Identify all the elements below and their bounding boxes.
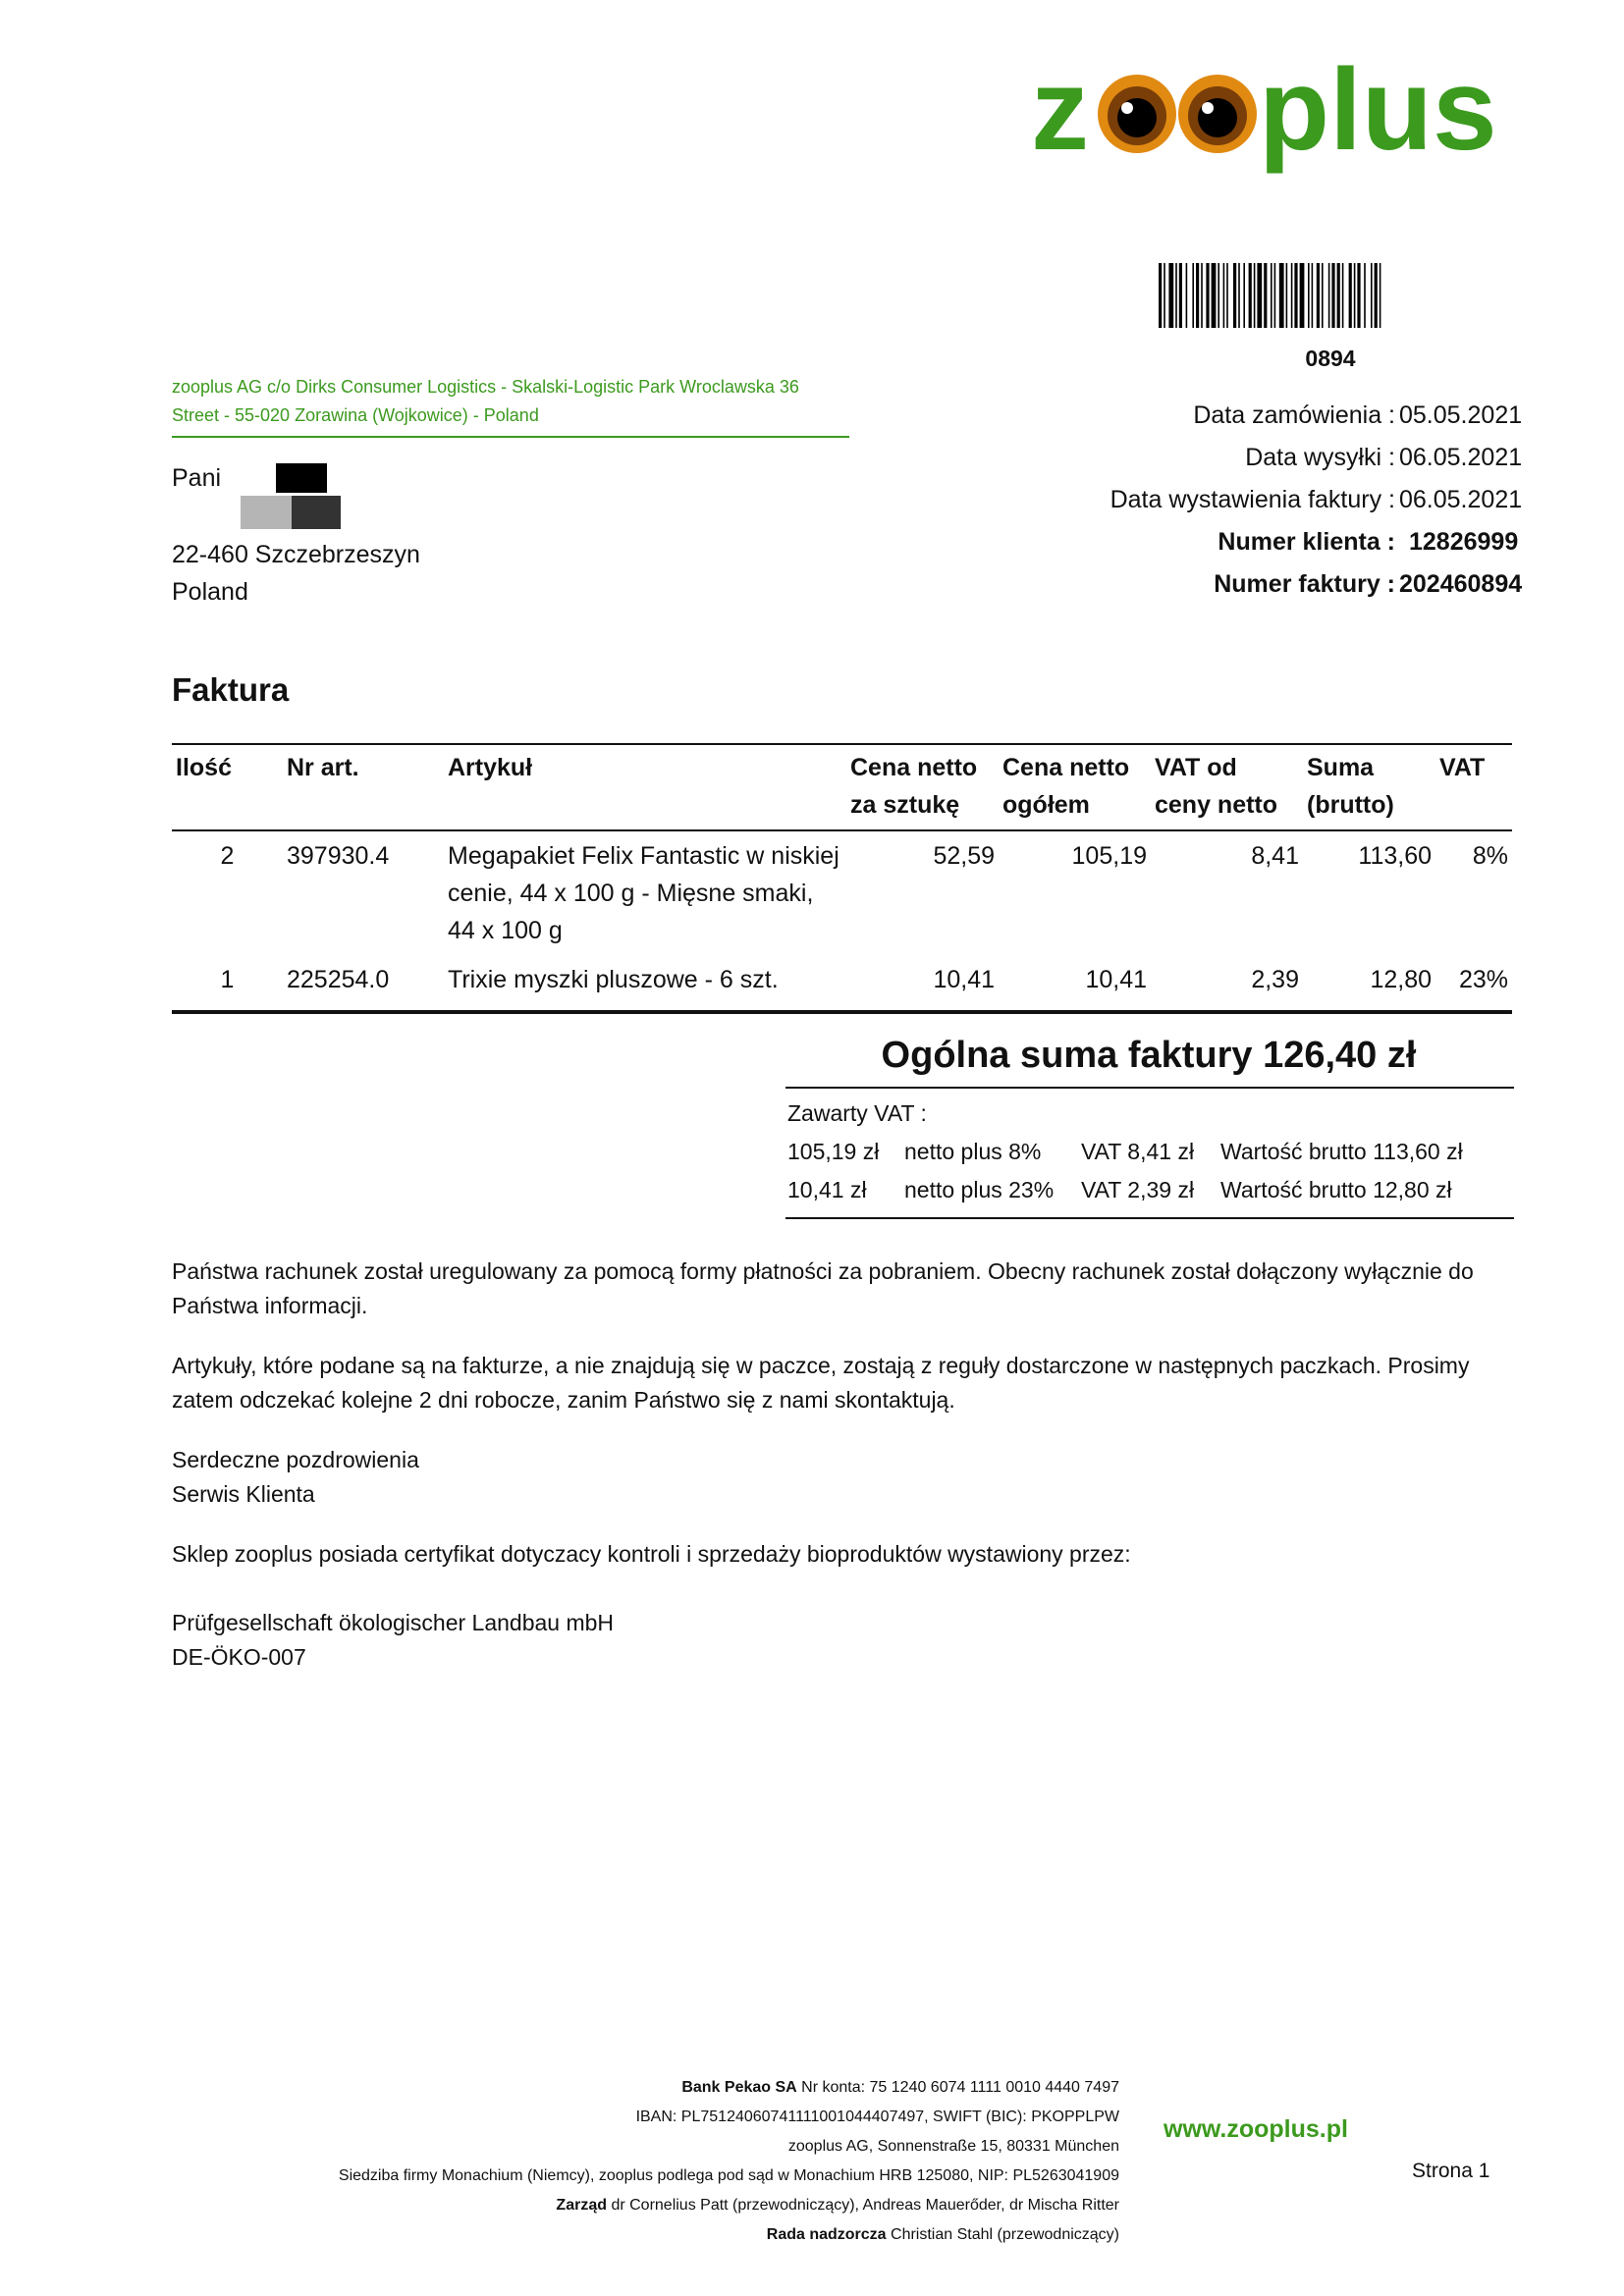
- logo-letters-plus: plus: [1259, 45, 1497, 175]
- row-art-no: 225254.0: [283, 955, 444, 1012]
- vat-gross: Wartość brutto 113,60 zł: [1220, 1139, 1463, 1164]
- certificate-note: Sklep zooplus posiada certyfikat dotyczacy kontroli i sprzedaży bioproduktów wystawiony przez:: [172, 1541, 1131, 1567]
- vat-net: 105,19 zł: [787, 1139, 880, 1164]
- col-sum: Suma (brutto): [1303, 744, 1435, 830]
- barcode-bar: [1375, 263, 1378, 328]
- order-date: 05.05.2021: [1399, 401, 1523, 429]
- greeting: Serdeczne pozdrowienia Serwis Klienta: [172, 1447, 419, 1507]
- barcode-bar: [1226, 263, 1228, 328]
- row-sum: 12,80: [1303, 955, 1435, 1012]
- row-art-no: 397930.4: [287, 842, 390, 870]
- redaction-block: [276, 463, 327, 493]
- invoice-number: 202460894: [1399, 570, 1523, 598]
- vat-amount: VAT 8,41 zł: [1081, 1139, 1195, 1164]
- certifier: Prüfgesellschaft ökologischer Landbau mbH DE-ÖKO-007: [172, 1610, 615, 1670]
- barcode-bar: [1322, 263, 1324, 328]
- barcode-bar: [1317, 263, 1320, 328]
- page-number: Strona 1: [1412, 2160, 1490, 2182]
- zooplus-logo: [1031, 39, 1502, 187]
- website-link[interactable]: www.zooplus.pl: [1164, 2115, 1348, 2143]
- ship-date: 06.05.2021: [1399, 444, 1523, 471]
- barcode-bar: [1294, 263, 1297, 328]
- barcode-bar: [1249, 263, 1252, 328]
- page-title: Faktura: [172, 671, 290, 708]
- table-row: [172, 830, 1512, 955]
- barcode: [1159, 263, 1502, 328]
- table-header-row: [172, 744, 1512, 830]
- order-info: [982, 395, 1524, 606]
- barcode-bar: [1186, 263, 1188, 328]
- barcode-bar: [1164, 263, 1165, 328]
- row-vat-amount: 8,41: [1251, 842, 1299, 870]
- row-total-net: 105,19: [1071, 842, 1147, 870]
- col-art-no: Nr art.: [283, 744, 444, 830]
- barcode-bar: [1308, 263, 1310, 328]
- row-unit-net: 10,41: [846, 955, 999, 1012]
- logo-eye-right: [1178, 75, 1257, 153]
- recipient-country: Poland: [172, 578, 248, 606]
- redaction-block: [292, 496, 341, 529]
- row-article: Megapakiet Felix Fantastic w niskiej cenie, 44 x 100 g - Mięsne smaki, 44 x 100 g: [448, 842, 839, 944]
- barcode-bar: [1380, 263, 1381, 328]
- barcode-bar: [1175, 263, 1177, 328]
- barcode-bar: [1364, 263, 1366, 328]
- barcode-bar: [1257, 263, 1262, 328]
- redaction-block: [241, 496, 292, 529]
- logo-eye-left: [1098, 75, 1176, 153]
- barcode-bar: [1337, 263, 1340, 328]
- delivery-note: Artykuły, które podane są na fakturze, a nie znajdują się w paczce, zostają z reguły dostarczone w następnych paczkach. Prosimy zatem odczekać kolejne 2 dni robocze, zanim Państwo się z nami skontaktują.: [172, 1353, 1470, 1413]
- row-qty: 1: [172, 955, 283, 1012]
- vat-gross: Wartość brutto 12,80 zł: [1220, 1177, 1452, 1202]
- barcode-bar: [1357, 263, 1360, 328]
- barcode-bar: [1238, 263, 1240, 328]
- customer-number: 12826999: [1409, 528, 1519, 556]
- barcode-bar: [1271, 263, 1272, 328]
- vat-rate: netto plus 8%: [904, 1139, 1042, 1164]
- invoice-date-label: Data wystawienia faktury :: [1110, 486, 1395, 513]
- col-vat: VAT: [1435, 744, 1512, 830]
- barcode-number: 0894: [1305, 346, 1356, 371]
- barcode-bar: [1201, 263, 1203, 328]
- barcode-bar: [1354, 263, 1356, 328]
- barcode-bar: [1168, 263, 1173, 328]
- barcode-bar: [1312, 263, 1314, 328]
- barcode-bar: [1179, 263, 1182, 328]
- ship-date-label: Data wysyłki :: [1245, 444, 1395, 471]
- customer-number-label: Numer klienta :: [1218, 528, 1395, 556]
- row-total-net: 10,41: [999, 955, 1151, 1012]
- footer-registry: Siedziba firmy Monachium (Niemcy), zooplus podlega pod sąd w Monachium HRB 125080, NIP: PL5263041909: [338, 2167, 1119, 2184]
- barcode-bar: [1264, 263, 1267, 328]
- barcode-bar: [1196, 263, 1199, 328]
- barcode-bar: [1349, 263, 1352, 328]
- barcode-bar: [1342, 263, 1344, 328]
- barcode-bar: [1212, 263, 1217, 328]
- col-total-net: Cena netto ogółem: [999, 744, 1151, 830]
- barcode-bar: [1254, 263, 1256, 328]
- items-table: [172, 743, 1512, 1014]
- barcode-bar: [1300, 263, 1305, 328]
- payment-note: Państwa rachunek został uregulowany za pomocą formy płatności za pobraniem. Obecny rachunek został dołączony wyłącznie do Państwa informacji.: [172, 1258, 1474, 1318]
- footer-board: Zarząd dr Cornelius Patt (przewodniczący), Andreas Mauerőder, dr Mischa Ritter: [556, 2197, 1119, 2214]
- sender-line-2: Street - 55-020 Zorawina (Wojkowice) - Poland: [172, 405, 539, 425]
- barcode-bar: [1206, 263, 1209, 328]
- barcode-bar: [1233, 263, 1236, 328]
- row-qty: 2: [220, 842, 235, 870]
- vat-summary: [785, 1087, 1514, 1219]
- recipient-address: [172, 536, 420, 611]
- footer-address: zooplus AG, Sonnenstraße 15, 80331 München: [787, 2138, 1119, 2155]
- table-row: [172, 955, 1512, 1012]
- barcode-bar: [1192, 263, 1194, 328]
- invoice-date: 06.05.2021: [1399, 486, 1523, 513]
- barcode-bar: [1286, 263, 1288, 328]
- col-article: Artykuł: [444, 744, 846, 830]
- footer-supervisory: Rada nadzorcza Christian Stahl (przewodniczący): [766, 2226, 1119, 2243]
- col-qty: Ilość: [172, 744, 283, 830]
- row-article: Trixie myszki pluszowe - 6 szt.: [444, 955, 846, 1012]
- row-vat-amount: 2,39: [1151, 955, 1303, 1012]
- row-vat: 8%: [1472, 842, 1508, 870]
- invoice-number-label: Numer faktury :: [1214, 570, 1395, 598]
- order-date-label: Data zamówienia :: [1193, 401, 1395, 429]
- recipient-city: 22-460 Szczebrzeszyn: [172, 541, 420, 568]
- row-vat: 23%: [1435, 955, 1512, 1012]
- row-sum: 113,60: [1358, 842, 1432, 870]
- barcode-bar: [1328, 263, 1330, 328]
- vat-amount: VAT 2,39 zł: [1081, 1177, 1195, 1202]
- col-unit-net: Cena netto za sztukę: [846, 744, 999, 830]
- vat-rate: netto plus 23%: [904, 1177, 1055, 1202]
- barcode-bar: [1291, 263, 1293, 328]
- footer-legal: [245, 2073, 1119, 2250]
- vat-line: [787, 1133, 1514, 1171]
- sender-address: [172, 373, 849, 438]
- barcode-bar: [1159, 263, 1162, 328]
- vat-line: [787, 1171, 1514, 1209]
- barcode-bar: [1371, 263, 1373, 328]
- barcode-bar: [1279, 263, 1284, 328]
- row-unit-net: 52,59: [933, 842, 995, 870]
- vat-net: 10,41 zł: [787, 1177, 867, 1202]
- col-vat-amount: VAT od ceny netto: [1151, 744, 1303, 830]
- barcode-bar: [1218, 263, 1219, 328]
- recipient-salutation: Pani: [172, 464, 222, 492]
- barcode-bar: [1243, 263, 1245, 328]
- barcode-bar: [1274, 263, 1276, 328]
- logo-letter-z: z: [1031, 45, 1089, 175]
- barcode-bar: [1223, 263, 1225, 328]
- barcode-bar: [1331, 263, 1334, 328]
- sender-line-1: zooplus AG c/o Dirks Consumer Logistics - Skalski-Logistic Park Wroclawska 36: [172, 377, 799, 397]
- grand-total: Ogólna suma faktury 126,40 zł: [881, 1035, 1417, 1076]
- vat-included-label: Zawarty VAT :: [787, 1100, 927, 1126]
- footer-iban: IBAN: PL75124060741111001044407497, SWIFT (BIC): PKOPPLPW: [635, 2109, 1119, 2125]
- footer-bank: Bank Pekao SA Nr konta: 75 1240 6074 1111 0010 4440 7497: [681, 2079, 1119, 2096]
